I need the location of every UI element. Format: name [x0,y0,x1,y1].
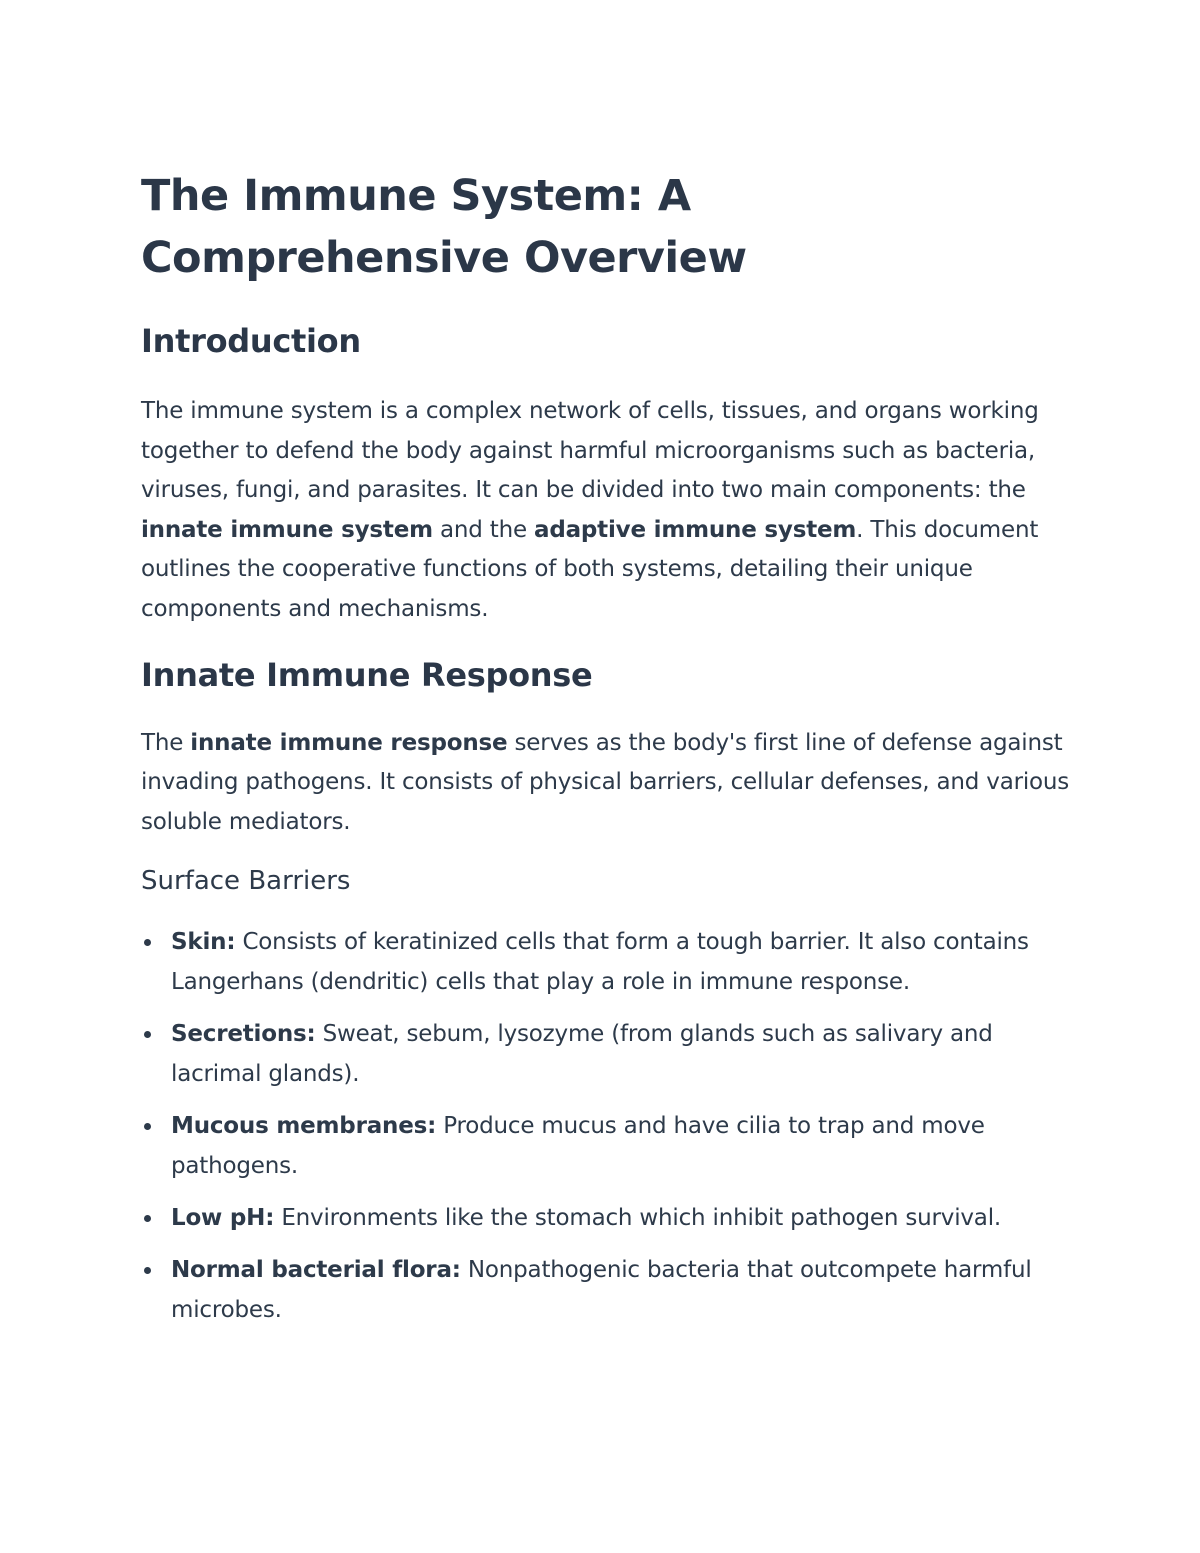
list-item-desc: Environments like the stomach which inhibit pathogen survival. [274,1205,1001,1232]
intro-text-1: The immune system is a complex network of cells, tissues, and organs working together to defend the body against harmful microorganisms such as bacteria, viruses, fungi, and parasites. It can be divided into two main components: the [141,398,1039,504]
list-item [141,1014,1071,1094]
list-item-term: Secretions: [171,1021,316,1048]
list-item-term: Skin: [171,929,236,956]
list-item [141,922,1071,1002]
innate-bold-response: innate immune response [190,729,508,756]
innate-paragraph [141,724,1071,843]
section-heading-introduction: Introduction [141,322,361,360]
list-item [141,1106,1071,1186]
list-item-desc: Sweat, sebum, lysozyme (from glands such as salivary and lacrimal glands). [171,1021,993,1088]
intro-text-3: . This document outlines the cooperative functions of both systems, detailing their unique components and mechanisms. [141,516,1039,622]
document-page [141,165,1071,1342]
intro-bold-adaptive: adaptive immune system [534,516,857,543]
intro-text-2: and the [432,516,535,543]
list-item-desc: Consists of keratinized cells that form a tough barrier. It also contains Langerhans (dendritic) cells that play a role in immune response. [171,929,1029,996]
innate-text-1: The [141,729,191,756]
surface-barriers-list [141,922,1071,1330]
list-item-desc: Produce mucus and have cilia to trap and move pathogens. [171,1113,985,1180]
introduction-paragraph [141,392,1071,630]
list-item-term: Normal bacterial flora: [171,1257,461,1284]
list-item [141,1198,1071,1238]
section-heading-innate: Innate Immune Response [141,655,593,694]
list-item-term: Mucous membranes: [171,1113,437,1140]
subsection-heading-surface-barriers: Surface Barriers [141,866,351,897]
list-item-desc: Nonpathogenic bacteria that outcompete harmful microbes. [171,1257,1032,1324]
list-item-term: Low pH: [171,1205,275,1232]
list-item [141,1250,1071,1330]
page-title: The Immune System: A Comprehensive Overview [141,171,747,283]
innate-text-2: serves as the body's first line of defense against invading pathogens. It consists of physical barriers, cellular defenses, and various soluble mediators. [141,729,1070,835]
intro-bold-innate: innate immune system [141,516,433,543]
